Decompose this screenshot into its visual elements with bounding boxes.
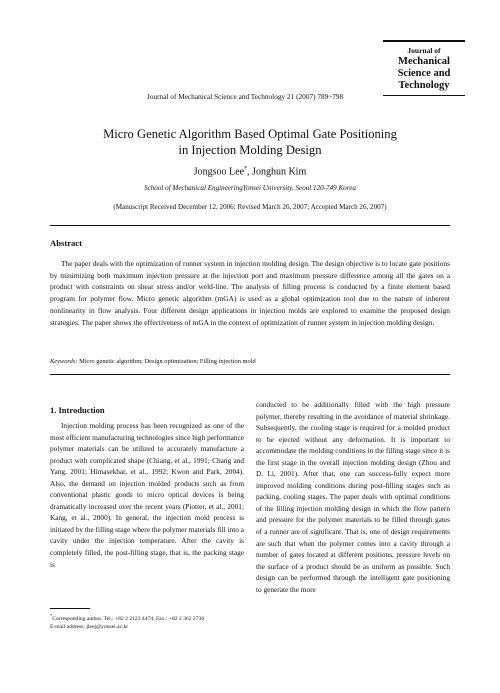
paper-title-line-1: Micro Genetic Algorithm Based Optimal Gate Positioning	[103, 127, 397, 141]
logo-line-3: Science and	[397, 67, 451, 79]
logo-top-rule	[383, 40, 465, 42]
journal-citation: Journal of Mechanical Science and Technology 21 (2007) 789~798	[147, 92, 344, 101]
section-heading: 1. Introduction	[50, 405, 105, 415]
paper-title	[0, 127, 500, 158]
author-1: Jongsoo Lee	[193, 166, 245, 178]
logo-bottom-rule	[383, 95, 465, 96]
author-list	[0, 166, 500, 177]
abstract-heading: Abstract	[50, 238, 82, 248]
paper-title-line-2: in Injection Molding Design	[178, 142, 322, 157]
keywords-text: Micro genetic algorithm; Design optimization; Filling injection mold	[77, 358, 256, 365]
journal-logo	[383, 40, 465, 96]
divider-top	[50, 225, 450, 226]
footnote-rule	[50, 608, 90, 609]
footnote-contact: Corresponding author. Tel.: +82 2 2123 4474; Fax.: +82 2 362 2736	[52, 615, 205, 622]
abstract-body: The paper deals with the optimization of runner system in injection molding design. The design objective is to locate gate positions by minimizing both maximum injection pressure at the injection port and maximum pressure difference among all the gates on a product with constraints on shear stress and/or weld-line. The analysis of filling process is conducted by a finite element based program for polymer flow. Micro genetic algorithm (mGA) is used as a global optimization tool due to the nature of inherent nonlinearity in flow analysis. Four different design applications in injection molds are explored to examine the proposed design strategies. The paper shows the effectiveness of mGA in the context of optimization of runner system in injection molding design.	[50, 259, 450, 327]
logo-line-4: Technology	[398, 79, 450, 91]
author-2: Jonghun Kim	[252, 166, 307, 178]
body-left-column: Injection molding process has been recognized as one of the most efficient manufacturing technologies since high performance polymer materials can be utilized to accurately manufacture a product with complicated shape (Chiang, et al., 1991; Chang and Yang, 2001; Himasekhar, et al., 1992; Kwon and Park, 2004). Also, the demand on injection molded products such as from conventional plastic goods to micro optical devices is being dramatically increased over the recent years (Piotter, et al., 2001; Kang, et al., 2000). In general, the injection mold process is initiated by the filling stage where the polymer materials fill into a cavity under the injection temperature. After the cavity is completely filled, the post-filling stage, that is, the packing stage is	[50, 421, 244, 569]
divider-bottom	[50, 374, 450, 375]
footnote-mark: *	[50, 613, 53, 618]
body-right-column: conducted to be additionally filled with the high pressure polymer, thereby resulting in the avoidance of material shrinkage. Subsequently, the cooling stage is required for a molded product to be ejected without any deformation. It is important to accommodate the molding conditions in the filling stage since it is the first stage in the overall injection molding design (Zhou and D. Li, 2001). After that, one can success-fully expect more improved molding conditions during post-filling stages such as packing, cooling stages. The paper deals with optimal conditions of the filling injection molding design in which the flow pattern and pressure for the polymer materials to be filled through gates of a runner are of significant. That is, one of design requirements are such that when the polymer comes into a cavity through a number of gates located at different positions, pressure levels on the surface of a product should be as uniform as possible. Such design can be performed through the intelligent gate positioning to generate the more	[256, 400, 450, 594]
logo-line-2: Mechanical	[398, 55, 450, 67]
manuscript-dates: (Manuscript Received December 12, 2006; Revised March 26, 2007; Accepted March 26, 2007)	[113, 203, 387, 211]
footnote	[50, 612, 204, 632]
author-separator: ,	[247, 166, 253, 178]
footnote-line-2: E-mail address: jleej@yonsei.ac.kr	[50, 624, 129, 631]
logo-line-1: Journal of	[407, 46, 441, 55]
corresponding-mark: *	[244, 166, 248, 172]
footnote-line-1	[50, 612, 204, 623]
affiliation: School of Mechanical EngineeringYonsei University, Seoul 120-749 Korea	[144, 184, 356, 192]
keywords	[50, 358, 256, 365]
keywords-label: Keywords:	[50, 358, 78, 365]
